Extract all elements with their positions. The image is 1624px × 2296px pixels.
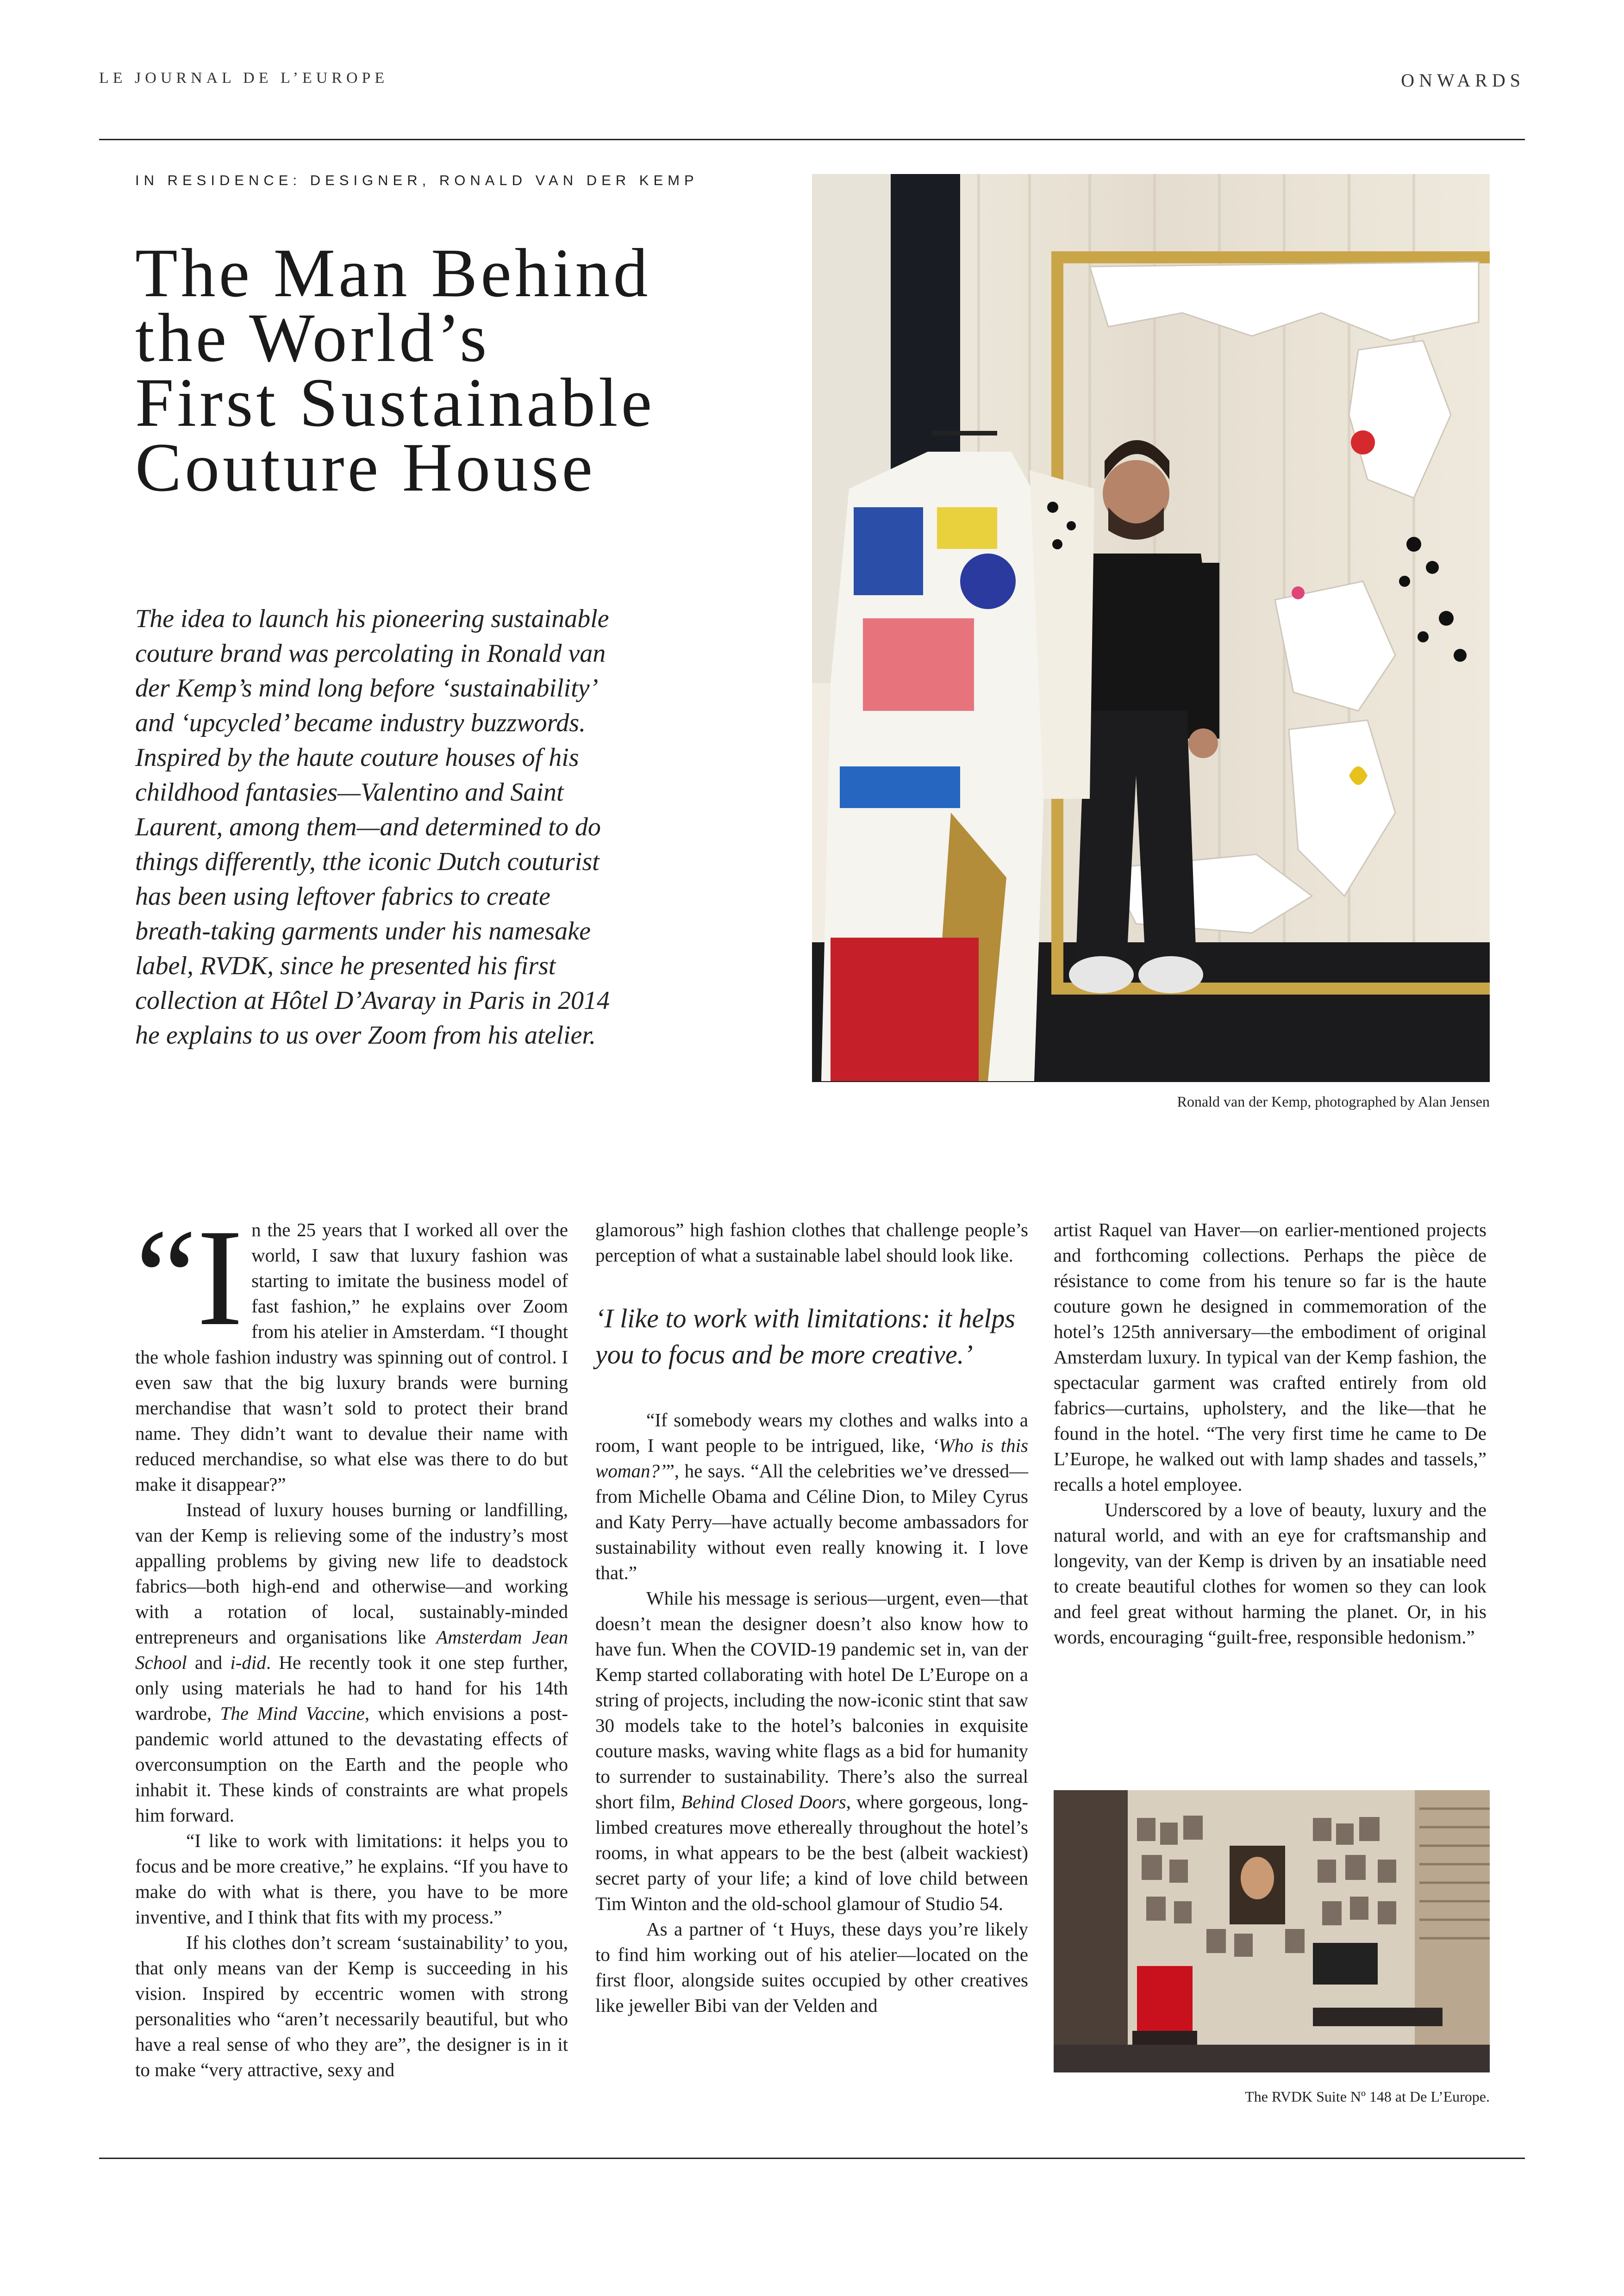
body-paragraph: As a partner of ‘t Huys, these days you’re likely to find him working out of his atelier—located on the first floor, alongside suites occupied by other creatives like jeweller Bibi van der Velden and <box>595 1918 1028 2016</box>
article-dek: The idea to launch his pioneering sustainable couture brand was percolating in Ronald van der Kemp’s mind long before ‘sustainability’ and ‘upcycled’ became industry buzzwords. Inspired by the haute couture houses of his childhood fantasies—Valentino and Saint Laurent, among them—and determined to do things differently, tthe iconic Dutch couturist has been using leftover fabrics to create breath-taking garments under his namesake label, RVDK, since he presented his first collection at Hôtel D’Avaray in Paris in 2014 he explains to us over Zoom from his atelier. <box>135 604 610 1050</box>
suite-illustration <box>1054 1790 1490 2072</box>
paragraph-text: , which envisions a post-pandemic world attuned to the devastating effects of overconsumption on the Earth and the people who inhabit it. These kinds of constraints are what propels him forward. <box>135 1703 568 1826</box>
title-line: First Sustainable <box>135 364 656 441</box>
paragraph-text: n the 25 years that I worked all over the world, I saw that luxury fashion was starting to imitate the business model of fast fashion,” he explains over Zoom from his atelier in Amsterdam. “I thought the whole fashion industry was spinning out of control. I even saw that the big luxury brands were burning merchandise that wasn’t sold to protect their brand name. They didn’t want to devalue their name with reduced merchandise, so what else was there to do but make it disappear?” <box>135 1219 568 1495</box>
bottom-rule <box>99 2158 1525 2159</box>
body-paragraph <box>135 1497 568 1828</box>
title-line: the World’s <box>135 299 490 376</box>
body-paragraph: If his clothes don’t scream ‘sustainability’ to you, that only means van der Kemp is succeeding in his vision. Inspired by eccentric women with strong personalities who “aren’t necessarily beautiful, but who have a real sense of who they are”, the designer is in it to make “very attractive, sexy and <box>135 1932 568 2080</box>
paragraph-text: , where gorgeous, long-limbed creatures move ethereally throughout the hotel’s rooms, in what appears to be the best (albeit wackiest) secret party of your life; a kind of love child between Tim Winton and the old-school glamour of Studio 54. <box>595 1791 1028 1914</box>
italic-term: Amsterdam Jean School <box>135 1626 568 1673</box>
portrait-caption: Ronald van der Kemp, photographed by Alan Jensen <box>1177 1093 1490 1110</box>
italic-term: ‘Who is this woman?’ <box>595 1435 1028 1481</box>
italic-term: i-did <box>230 1652 266 1673</box>
paragraph-text: ”, he says. “All the celebrities we’ve dressed—from Michelle Obama and Céline Dion, to Miley Cyrus and Katy Perry—have actually become ambassadors for sustainability without even really knowing it. I love that.” <box>595 1460 1028 1583</box>
designer-portrait-photo <box>812 174 1490 1082</box>
paragraph-text: “If somebody wears my clothes and walks into a room, I want people to be intrigued, like, <box>595 1409 1028 1456</box>
body-paragraph <box>135 1201 568 1497</box>
paragraph-text: While his message is serious—urgent, even—that doesn’t mean the designer doesn’t also know how to have fun. When the COVID-19 pandemic set in, van der Kemp started collaborating with hotel De L’Europe on a string of projects, including the now-iconic stint that saw 30 models take to the hotel’s balconies in exquisite couture masks, waving white flags as a bid for humanity to surrender to sustainability. There’s also the surreal short film, <box>595 1587 1028 1812</box>
italic-term: Behind Closed Doors <box>681 1791 846 1812</box>
body-column-3 <box>1054 1217 1487 1650</box>
title-line: The Man Behind <box>135 235 651 311</box>
body-paragraph: artist Raquel van Haver—on earlier-mentioned projects and forthcoming collections. Perhaps the pièce de résistance to come from his tenure so far is the haute couture gown he designed in commemoration of the hotel’s 125th anniversary—the embodiment of original Amsterdam luxury. In typical van der Kemp fashion, the spectacular garment was crafted entirely from old fabrics—curtains, upholstery, and the like—that he found in the hotel. “The very first time he came to De L’Europe, he walked out with lamp shades and tassels,” recalls a hotel employee. <box>1054 1219 1487 1495</box>
paragraph-text: . He recently took it one step further, only using materials he had to hand for his 14th wardrobe, <box>135 1652 568 1724</box>
rvdk-suite-photo <box>1054 1790 1490 2072</box>
section-name: ONWARDS <box>1401 70 1525 91</box>
article-title <box>135 235 802 506</box>
body-paragraph: Underscored by a love of beauty, luxury and the natural world, and with an eye for craftsmanship and longevity, van der Kemp is driven by an insatiable need to create beautiful clothes for women so they can look and feel great without harming the planet. Or, in his words, encouraging “guilt-free, responsible hedonism.” <box>1054 1499 1487 1648</box>
body-paragraph: “I like to work with limitations: it helps you to focus and be more creative,” he explains. “If you have to make do with what is there, you have to be more inventive, and I think that fits with my process.” <box>135 1830 568 1928</box>
title-line: Couture House <box>135 429 596 506</box>
article-kicker: IN RESIDENCE: DESIGNER, RONALD VAN DER KEMP <box>135 172 699 188</box>
pull-quote: ‘I like to work with limitations: it helps you to focus and be more creative.’ <box>595 1303 1015 1369</box>
publication-name: LE JOURNAL DE L’EUROPE <box>99 69 389 87</box>
paragraph-text: and <box>187 1652 231 1673</box>
portrait-illustration <box>812 174 1490 1082</box>
suite-caption: The RVDK Suite Nº 148 at De L’Europe. <box>1245 2088 1490 2105</box>
body-column-1 <box>135 1201 568 2083</box>
drop-cap: “I <box>135 1201 244 1354</box>
top-rule <box>99 139 1525 140</box>
body-paragraph <box>595 1586 1028 1916</box>
body-column-2 <box>595 1217 1028 2018</box>
body-paragraph: glamorous” high fashion clothes that challenge people’s perception of what a sustainable label should look like. <box>595 1219 1028 1266</box>
italic-term: The Mind Vaccine <box>220 1703 365 1724</box>
paragraph-text: Instead of luxury houses burning or landfilling, van der Kemp is relieving some of the industry’s most appalling problems by giving new life to deadstock fabrics—both high-end and otherwise—and working with a rotation of local, sustainably-minded entrepreneurs and organisations like <box>135 1499 568 1648</box>
body-paragraph <box>595 1407 1028 1586</box>
